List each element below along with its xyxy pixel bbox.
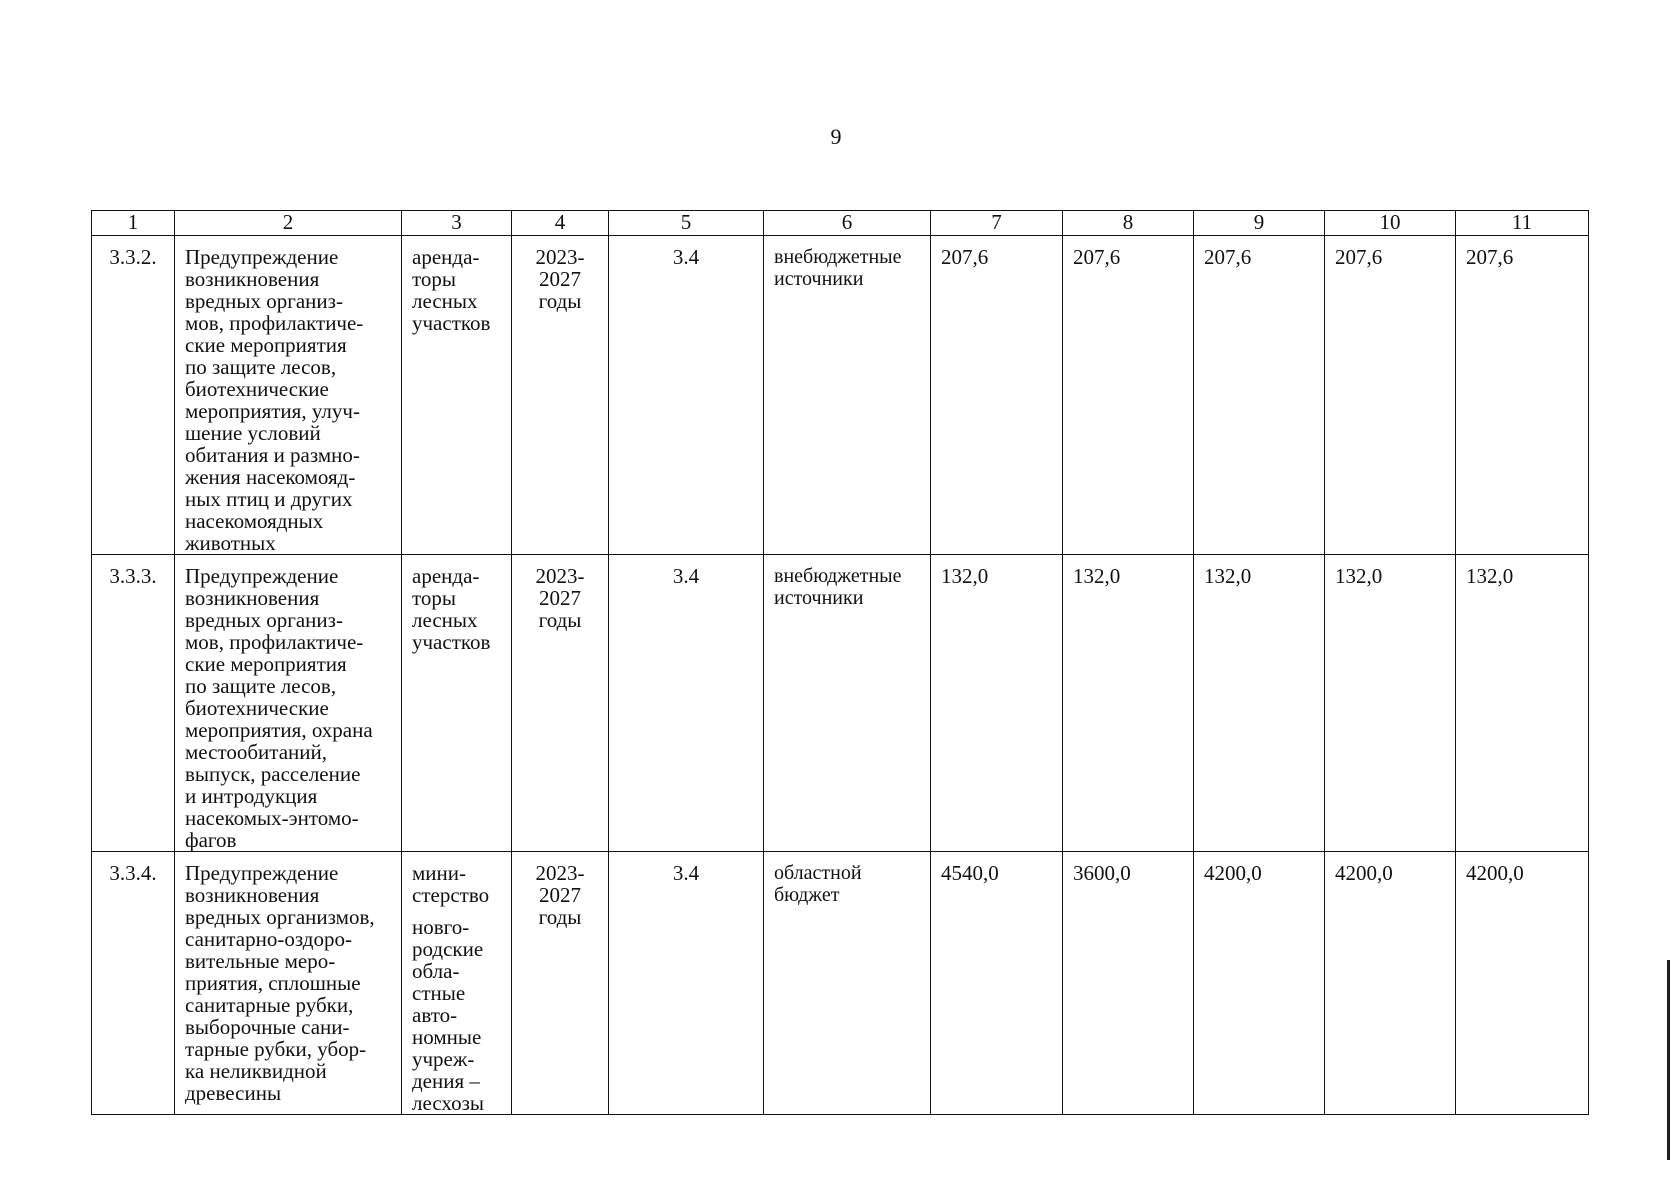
funding-value: 132,0 [931, 555, 1063, 852]
cell-line: вительные меро- [185, 949, 336, 973]
cell-line: 2027 [539, 267, 581, 291]
cell-line: возникновения [185, 883, 320, 907]
funding-value: 132,0 [1063, 555, 1194, 852]
measure-name [175, 236, 402, 555]
executor [402, 555, 512, 852]
funding-value: 132,0 [1456, 555, 1589, 852]
cell-line: биотехнические [185, 696, 329, 720]
cell-line: мероприятия, охрана [185, 718, 373, 742]
cell-line: торы [412, 267, 457, 291]
cell-line: обитания и размно- [185, 443, 360, 467]
measure-name [175, 555, 402, 852]
cell-line: 2027 [539, 883, 581, 907]
cell-line: аренда- [412, 245, 480, 269]
table-row [92, 852, 1589, 1115]
cell-line: дения – [412, 1069, 480, 1093]
cell-line: бюджет [774, 884, 840, 906]
funding-value: 207,6 [1456, 236, 1589, 555]
cell-line: биотехнические [185, 377, 329, 401]
funding-value: 4200,0 [1325, 852, 1456, 1115]
page-number: 9 [830, 124, 842, 149]
executor-block [412, 565, 507, 653]
indicator-ref: 3.4 [609, 555, 764, 852]
cell-line: мини- [412, 861, 466, 885]
cell-line: мов, профилактиче- [185, 630, 364, 654]
funding-source [764, 852, 931, 1115]
header-cell: 3 [402, 211, 512, 236]
row-number: 3.3.4. [92, 852, 175, 1115]
header-cell: 11 [1456, 211, 1589, 236]
executor [402, 852, 512, 1115]
cell-line: внебюджетные [774, 246, 902, 268]
executor-block [412, 862, 507, 906]
cell-line: стерство [412, 883, 490, 907]
cell-line: санитарные рубки, [185, 993, 354, 1017]
row-number: 3.3.2. [92, 236, 175, 555]
cell-line: животных [185, 531, 276, 555]
cell-line: Предупреждение [185, 564, 339, 588]
table-row [92, 236, 1589, 555]
period [512, 555, 609, 852]
funding-source [764, 555, 931, 852]
cell-line: ных птиц и других [185, 487, 353, 511]
cell-line: авто- [412, 1003, 458, 1027]
cell-line: мероприятия, улуч- [185, 399, 360, 423]
funding-value: 4540,0 [931, 852, 1063, 1115]
cell-line: 2023- [535, 245, 585, 269]
funding-value: 132,0 [1325, 555, 1456, 852]
cell-line: участков [412, 630, 491, 654]
cell-line: торы [412, 586, 457, 610]
cell-line: 2023- [535, 861, 585, 885]
cell-line: годы [538, 905, 582, 929]
cell-line: фагов [185, 828, 237, 852]
cell-line: лесхозы [412, 1091, 484, 1115]
funding-value: 207,6 [931, 236, 1063, 555]
cell-line: ка неликвидной [185, 1059, 327, 1083]
cell-line: лесных [412, 608, 478, 632]
cell-line: вредных организ- [185, 289, 343, 313]
cell-line: насекомых-энтомо- [185, 806, 359, 830]
cell-line: и интродукция [185, 784, 318, 808]
cell-line: источники [774, 587, 864, 609]
funding-value: 4200,0 [1456, 852, 1589, 1115]
cell-line: новго- [412, 915, 470, 939]
period [512, 236, 609, 555]
scan-edge-mark [1667, 960, 1670, 1160]
cell-line: жения насекомояд- [185, 465, 356, 489]
header-row [92, 211, 1589, 236]
cell-line: номные [412, 1025, 482, 1049]
funding-value: 207,6 [1325, 236, 1456, 555]
program-table [91, 210, 1589, 1115]
header-cell: 10 [1325, 211, 1456, 236]
cell-line: лесных [412, 289, 478, 313]
cell-line: внебюджетные [774, 565, 902, 587]
cell-line: годы [538, 289, 582, 313]
header-cell: 5 [609, 211, 764, 236]
cell-line: санитарно-оздоро- [185, 927, 352, 951]
period [512, 852, 609, 1115]
executor-block [412, 916, 507, 1114]
cell-line: Предупреждение [185, 245, 339, 269]
cell-line: 2027 [539, 586, 581, 610]
funding-value: 4200,0 [1194, 852, 1325, 1115]
cell-line: стные [412, 981, 466, 1005]
cell-line: насекомоядных [185, 509, 324, 533]
header-cell: 7 [931, 211, 1063, 236]
cell-line: вредных организ- [185, 608, 343, 632]
funding-value: 207,6 [1063, 236, 1194, 555]
cell-line: по защите лесов, [185, 355, 337, 379]
cell-line: ские мероприятия [185, 652, 347, 676]
cell-line: выпуск, расселение [185, 762, 361, 786]
cell-line: шение условий [185, 421, 321, 445]
cell-line: учреж- [412, 1047, 475, 1071]
executor [402, 236, 512, 555]
cell-line: тарные рубки, убор- [185, 1037, 367, 1061]
table-row [92, 555, 1589, 852]
indicator-ref: 3.4 [609, 236, 764, 555]
cell-line: областной [774, 862, 862, 884]
cell-line: источники [774, 268, 864, 290]
cell-line: Предупреждение [185, 861, 339, 885]
funding-value: 3600,0 [1063, 852, 1194, 1115]
header-cell: 8 [1063, 211, 1194, 236]
cell-line: приятия, сплошные [185, 971, 361, 995]
cell-line: аренда- [412, 564, 480, 588]
row-number: 3.3.3. [92, 555, 175, 852]
cell-line: родские [412, 937, 484, 961]
executor-block [412, 246, 507, 334]
cell-line: ские мероприятия [185, 333, 347, 357]
cell-line: местообитаний, [185, 740, 327, 764]
header-cell: 6 [764, 211, 931, 236]
cell-line: возникновения [185, 267, 320, 291]
cell-line: обла- [412, 959, 460, 983]
cell-line: 2023- [535, 564, 585, 588]
measure-name [175, 852, 402, 1115]
funding-value: 132,0 [1194, 555, 1325, 852]
indicator-ref: 3.4 [609, 852, 764, 1115]
header-cell: 1 [92, 211, 175, 236]
cell-line: по защите лесов, [185, 674, 337, 698]
funding-source [764, 236, 931, 555]
cell-line: годы [538, 608, 582, 632]
cell-line: вредных организмов, [185, 905, 375, 929]
header-cell: 9 [1194, 211, 1325, 236]
header-cell: 4 [512, 211, 609, 236]
cell-line: возникновения [185, 586, 320, 610]
cell-line: мов, профилактиче- [185, 311, 364, 335]
funding-value: 207,6 [1194, 236, 1325, 555]
header-cell: 2 [175, 211, 402, 236]
cell-line: участков [412, 311, 491, 335]
cell-line: древесины [185, 1081, 282, 1105]
cell-line: выборочные сани- [185, 1015, 350, 1039]
